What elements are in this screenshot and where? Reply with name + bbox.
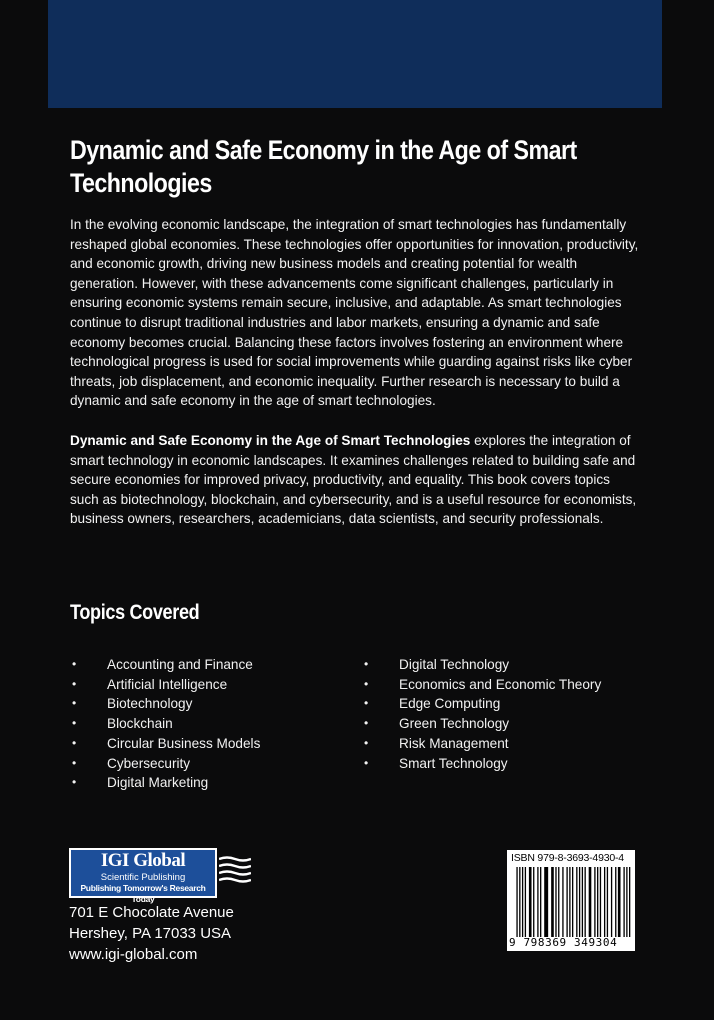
- barcode-bar: [629, 867, 630, 937]
- logo-subtitle: Scientific Publishing: [100, 872, 186, 883]
- book-title: Dynamic and Safe Economy in the Age of Smart Technologies: [70, 135, 577, 198]
- topic-item: • Digital Technology: [362, 655, 652, 675]
- barcode-bar: [525, 867, 526, 937]
- barcode-bar: [600, 867, 601, 937]
- topic-item: • Artificial Intelligence: [70, 675, 350, 695]
- publisher-website-link[interactable]: www.igi-global.com: [69, 946, 198, 963]
- barcode-bar: [626, 867, 627, 937]
- barcode-bar: [589, 867, 592, 937]
- barcode-bar: [582, 867, 583, 937]
- barcode-bar: [555, 867, 556, 937]
- barcode-bar: [529, 867, 532, 937]
- description-bold-title: Dynamic and Safe Economy in the Age of Smart Technologies: [70, 433, 471, 448]
- barcode-bar: [585, 867, 586, 937]
- barcode-bar: [604, 867, 605, 937]
- logo-name: IGI Global: [100, 850, 186, 871]
- topic-item: • Circular Business Models: [70, 734, 350, 754]
- topic-item: • Cybersecurity: [70, 754, 350, 774]
- barcode-bar: [572, 867, 573, 937]
- barcode-bar: [544, 867, 548, 937]
- barcode-bar: [537, 867, 538, 937]
- barcode-bar: [611, 867, 612, 937]
- barcode-bar: [597, 867, 598, 937]
- barcode-bar: [533, 867, 534, 937]
- topics-list-column-2: [362, 655, 652, 773]
- logo-box: [69, 848, 217, 904]
- publisher-address: [69, 902, 234, 965]
- barcode-bar: [615, 867, 616, 937]
- barcode-bar: [579, 867, 580, 937]
- barcode-bar: [623, 867, 624, 937]
- logo-tagline: Publishing Tomorrow's Research Today: [80, 883, 206, 904]
- barcode-bars: [515, 867, 631, 937]
- isbn-label: ISBN 979-8-3693-4930-4: [511, 852, 624, 864]
- barcode-bar: [540, 867, 541, 937]
- topics-list-column-1: [70, 655, 350, 793]
- barcode-bar: [562, 867, 563, 937]
- topic-item: • Edge Computing: [362, 694, 652, 714]
- topics-heading: Topics Covered: [70, 601, 200, 624]
- description-paragraph-2: [70, 431, 642, 529]
- barcode-digits: 9 798369 349304: [509, 936, 618, 949]
- barcode-bar: [519, 867, 520, 937]
- isbn-barcode: [507, 850, 635, 951]
- address-city: Hershey, PA 17033 USA: [69, 925, 232, 942]
- address-street: 701 E Chocolate Avenue: [69, 904, 234, 921]
- topic-item: • Risk Management: [362, 734, 652, 754]
- barcode-bar: [558, 867, 559, 937]
- barcode-bar: [566, 867, 567, 937]
- logo-swoosh-lines-icon: [219, 856, 251, 886]
- barcode-bar: [576, 867, 577, 937]
- description-paragraph-1: In the evolving economic landscape, the integration of smart technologies has fundamentally reshaped global economies. These technologies offer opportunities for innovation, productivity, and economic growth, driving new business models and creating potential for wealth generation. However, with these advancements come significant challenges, particularly in ensuring economic systems remain secure, inclusive, and adaptable. As smart technologies continue to disrupt traditional industries and labor markets, ensuring a dynamic and safe economy becomes crucial. Balancing these factors involves fostering an environment where technological progress is used for social improvements while guarding against risks like cyber threats, job displacement, and economic inequality. Further research is necessary to build a dynamic and safe economy in the age of smart technologies.: [70, 217, 639, 409]
- topic-item: • Economics and Economic Theory: [362, 675, 652, 695]
- barcode-bar: [594, 867, 595, 937]
- barcode-bar: [607, 867, 608, 937]
- topic-item: • Accounting and Finance: [70, 655, 350, 675]
- barcode-bar: [516, 867, 517, 937]
- barcode-bar: [618, 867, 621, 937]
- description-body: explores the integration of smart technology in economic landscapes. It examines challenges related to building safe and secure economies for improved privacy, productivity, and equality. This book covers topics such as biotechnology, blockchain, and cybersecurity, and is a useful resource for economists, business owners, researchers, academicians, data scientists, and security professionals.: [70, 433, 637, 527]
- topic-item: • Blockchain: [70, 714, 350, 734]
- barcode-bar: [569, 867, 570, 937]
- topic-item: • Green Technology: [362, 714, 652, 734]
- barcode-bar: [522, 867, 523, 937]
- topic-item: • Biotechnology: [70, 694, 350, 714]
- topic-item: • Digital Marketing: [70, 773, 350, 793]
- top-color-band: [48, 0, 662, 108]
- topic-item: • Smart Technology: [362, 754, 652, 774]
- publisher-logo: [69, 848, 251, 904]
- barcode-bar: [551, 867, 554, 937]
